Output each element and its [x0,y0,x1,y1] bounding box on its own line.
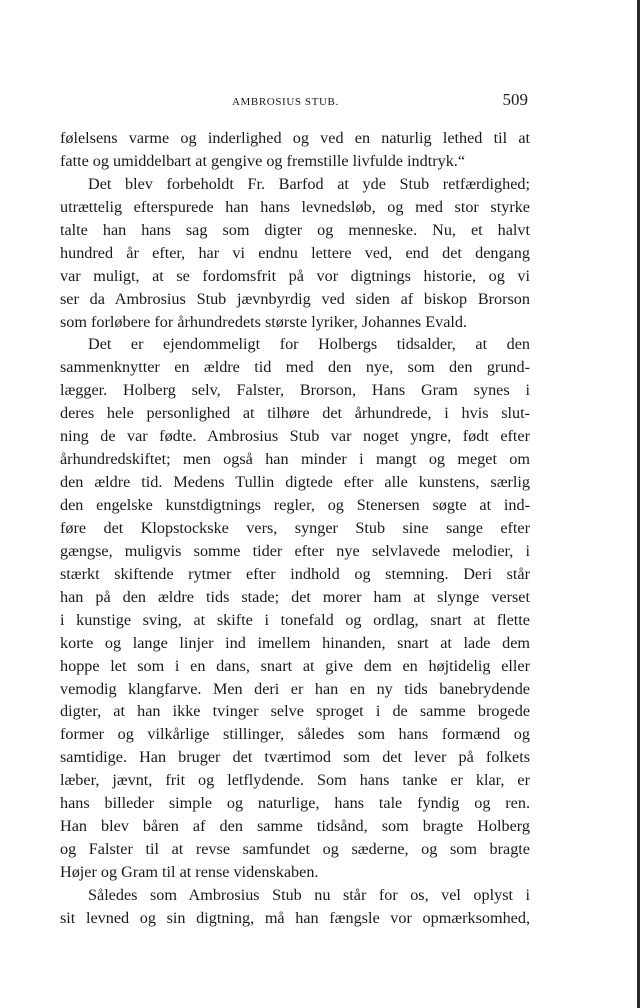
text-line: lægger. Holberg selv, Falster, Brorson, Hans Gram synes i [60,381,530,400]
running-title: AMBROSIUS STUB. [232,96,339,108]
text-line: læber, jævnt, frit og letflydende. Som hans tanke er klar, er [60,771,530,790]
text-line: ning de var fødte. Ambrosius Stub var noget yngre, født efter [60,427,530,446]
text-line: talte han hans sag som digter og menneske. Nu, et halvt [60,220,530,239]
text-line: den ældre tid. Medens Tullin digtede efter alle kunstens, særlig [60,473,530,492]
text-line: Højer og Gram til at rense videnskaben. [60,863,319,881]
text-line: vemodig klangfarve. Men deri er han en ny tids banebrydende [60,679,530,698]
text-line: digter, at han ikke tvinger selve sproget i de samme brogede [60,702,530,721]
text-line: gængse, muligvis somme tider efter nye selvlavede melodier, i [60,541,530,560]
text-line: følelsens varme og inderlighed og ved en naturlig lethed til at [60,129,530,147]
page-number: 509 [502,90,528,109]
text-line: Det blev forbeholdt Fr. Barfod at yde Stub retfærdighed; [88,174,530,193]
text-line: hundred år efter, har vi endnu lettere ved, end det dengang [60,243,530,262]
text-line: Således som Ambrosius Stub nu står for os, vel oplyst i [88,885,530,904]
text-line: og Falster til at revse samfundet og sæderne, og som bragte [60,840,530,859]
text-line: århundredskiftet; men også han minder i mangt og meget om [60,450,530,469]
text-line: fatte og umiddelbart at gengive og fremstille livfulde indtryk.“ [60,151,466,170]
text-line: i kunstige sving, at skifte i tonefald og ordlag, snart at flette [60,610,530,629]
text-line: den engelske kunstdigtnings regler, og Stenersen søgte at ind- [60,496,530,514]
text-line: hans billeder simple og naturlige, hans tale fyndig og ren. [60,794,530,813]
text-line: sammenknytter en ældre tid med den nye, som den grund- [60,358,530,377]
text-line: utrættelig efterspurede han hans levnedsløb, og med stor styrke [60,197,530,216]
page-header [60,90,528,114]
text-line: ser da Ambrosius Stub jævnbyrdig ved siden af biskop Brorson [60,289,530,308]
text-line: stærkt skiftende rytmer efter indhold og stemning. Deri står [60,564,530,583]
text-line: føre det Klopstockske vers, synger Stub sine sange efter [60,518,530,537]
text-line: deres hele personlighed at tilhøre det århundrede, i hvis slut- [60,404,530,423]
body-text [60,127,530,930]
text-line: hoppe let som i en dans, snart at give dem en højtidelig eller [60,656,530,675]
text-line: samtidige. Han bruger det tværtimod som det lever på folkets [60,748,530,767]
text-line: sit levned og sin digtning, må han fængsle vor opmærksomhed, [60,908,530,927]
text-line: korte og lange linjer ind imellem hinanden, snart at lade dem [60,633,530,652]
text-line: Det er ejendommeligt for Holbergs tidsalder, at den [88,335,530,354]
text-line: han på den ældre tids stade; det morer ham at slynge verset [60,587,530,606]
text-line: former og vilkårlige stillinger, således som hans formænd og [60,725,530,744]
text-line: var muligt, at se fordomsfrit på vor digtnings historie, og vi [60,266,530,285]
text-line: som forløbere for århundredets største lyriker, Johannes Evald. [60,312,468,331]
text-line: Han blev båren af den samme tidsånd, som bragte Holberg [60,817,530,836]
